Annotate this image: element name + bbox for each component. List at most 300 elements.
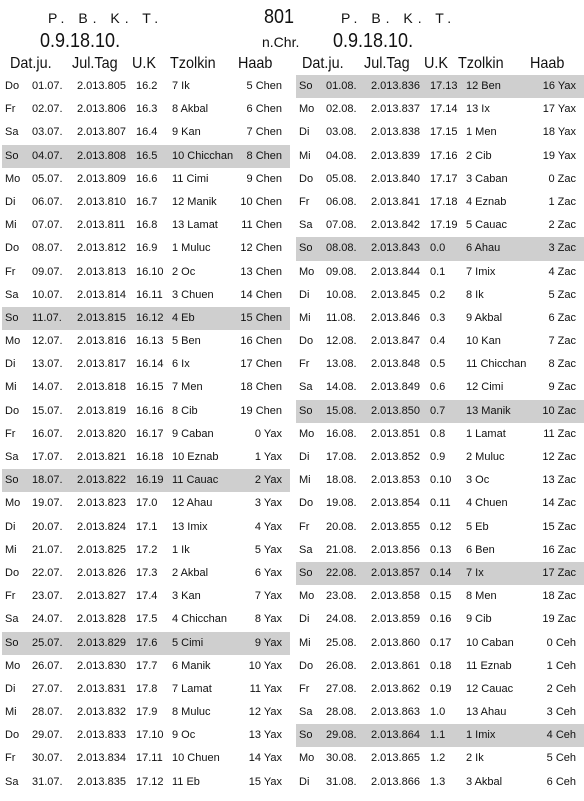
haab-cell: 2 Zac xyxy=(548,219,576,232)
weekday-cell: Do xyxy=(5,729,20,742)
julian-day-cell: 2.013.821 xyxy=(77,451,126,463)
uk-cell: 17.10 xyxy=(136,729,164,742)
julian-day-cell: 2.013.824 xyxy=(77,520,126,533)
haab-cell: 6 Zac xyxy=(548,311,576,324)
date-cell: 18.07. xyxy=(32,474,63,487)
date-cell: 31.08. xyxy=(326,775,357,788)
uk-cell: 0.16 xyxy=(430,613,452,626)
haab-cell: 7 Zac xyxy=(548,335,576,348)
uk-cell: 1.2 xyxy=(430,752,446,765)
tzolkin-cell: 8 Akbal xyxy=(172,103,209,116)
uk-cell: 16.7 xyxy=(136,195,158,208)
weekday-cell: Mi xyxy=(299,636,311,649)
table-row xyxy=(2,516,290,539)
tzolkin-cell: 9 Akbal xyxy=(466,311,503,324)
weekday-cell: Di xyxy=(5,682,16,695)
date-cell: 24.08. xyxy=(326,613,357,626)
uk-cell: 0.4 xyxy=(430,335,446,348)
weekday-cell: Fr xyxy=(5,103,16,116)
august-table xyxy=(296,75,584,794)
table-row xyxy=(2,701,290,724)
julian-day-cell: 2.013.818 xyxy=(77,381,126,394)
date-cell: 03.07. xyxy=(32,126,63,139)
date-cell: 03.08. xyxy=(326,126,357,139)
tzolkin-cell: 4 Eb xyxy=(172,311,195,324)
weekday-cell: So xyxy=(299,242,313,255)
table-row xyxy=(296,632,584,655)
date-cell: 30.07. xyxy=(32,752,63,765)
haab-cell: 16 Chen xyxy=(240,335,282,348)
weekday-cell: So xyxy=(299,80,313,92)
date-cell: 07.07. xyxy=(32,219,63,232)
uk-cell: 0.15 xyxy=(430,590,452,603)
table-row xyxy=(2,353,290,376)
haab-cell: 0 Yax xyxy=(254,427,282,440)
julian-day-cell: 2.013.845 xyxy=(371,288,420,301)
uk-cell: 16.12 xyxy=(136,311,164,324)
haab-cell: 10 Chen xyxy=(240,195,282,208)
tzolkin-cell: 13 Ix xyxy=(466,103,490,116)
weekday-cell: Di xyxy=(299,126,310,139)
table-row xyxy=(296,469,584,492)
date-cell: 04.08. xyxy=(326,149,357,162)
table-row xyxy=(296,214,584,237)
julian-day-cell: 2.013.834 xyxy=(77,752,126,765)
haab-cell: 16 Yax xyxy=(542,80,576,92)
table-row xyxy=(2,724,290,747)
weekday-cell: Di xyxy=(299,288,310,301)
col-date: Dat.ju. xyxy=(302,55,344,72)
table-row xyxy=(296,121,584,144)
weekday-cell: So xyxy=(5,636,19,649)
july-table xyxy=(2,75,290,794)
julian-day-cell: 2.013.865 xyxy=(371,752,420,765)
uk-cell: 0.6 xyxy=(430,381,446,394)
haab-cell: 17 Chen xyxy=(240,358,282,371)
table-row xyxy=(2,98,290,121)
table-row xyxy=(2,214,290,237)
col-haab: Haab xyxy=(238,55,273,72)
uk-cell: 0.3 xyxy=(430,311,446,324)
date-cell: 04.07. xyxy=(32,149,63,162)
uk-cell: 17.5 xyxy=(136,613,158,626)
date-cell: 25.07. xyxy=(32,636,63,649)
weekday-cell: Mo xyxy=(299,265,315,278)
table-row xyxy=(296,585,584,608)
uk-cell: 17.7 xyxy=(136,659,158,672)
julian-day-cell: 2.013.864 xyxy=(371,729,420,742)
tzolkin-cell: 12 Cauac xyxy=(466,682,514,695)
haab-cell: 18 Chen xyxy=(240,381,282,394)
uk-cell: 17.1 xyxy=(136,520,158,533)
haab-cell: 1 Yax xyxy=(254,451,282,463)
date-cell: 30.08. xyxy=(326,752,357,765)
table-row xyxy=(2,400,290,423)
haab-cell: 5 Chen xyxy=(246,80,282,92)
julian-day-cell: 2.013.833 xyxy=(77,729,126,742)
uk-cell: 17.17 xyxy=(430,172,458,185)
haab-cell: 6 Yax xyxy=(254,566,282,579)
table-row xyxy=(2,191,290,214)
julian-day-cell: 2.013.817 xyxy=(77,358,126,371)
table-row xyxy=(296,284,584,307)
julian-day-cell: 2.013.809 xyxy=(77,172,126,185)
date-cell: 18.08. xyxy=(326,474,357,487)
haab-cell: 12 Chen xyxy=(240,242,282,255)
weekday-cell: Mo xyxy=(299,103,315,116)
date-cell: 22.08. xyxy=(326,566,357,579)
haab-cell: 1 Zac xyxy=(548,195,576,208)
weekday-cell: Fr xyxy=(5,752,16,765)
weekday-cell: Sa xyxy=(5,288,19,301)
uk-cell: 0.12 xyxy=(430,520,452,533)
table-row xyxy=(296,539,584,562)
haab-cell: 12 Zac xyxy=(542,451,576,463)
haab-cell: 10 Zac xyxy=(542,404,576,417)
julian-day-cell: 2.013.828 xyxy=(77,613,126,626)
tzolkin-cell: 9 Caban xyxy=(172,427,214,440)
weekday-cell: Sa xyxy=(5,126,19,139)
date-cell: 25.08. xyxy=(326,636,357,649)
right-pbkt-label: P. B. K. T. xyxy=(341,10,457,26)
date-cell: 13.07. xyxy=(32,358,63,371)
table-row xyxy=(296,261,584,284)
tzolkin-cell: 1 Muluc xyxy=(172,242,211,255)
tzolkin-cell: 1 Ik xyxy=(172,543,190,556)
julian-day-cell: 2.013.862 xyxy=(371,682,420,695)
uk-cell: 16.11 xyxy=(136,288,163,301)
table-row xyxy=(2,168,290,191)
julian-day-cell: 2.013.831 xyxy=(77,682,126,695)
julian-day-cell: 2.013.866 xyxy=(371,775,420,788)
col-uk: U.K xyxy=(424,55,449,72)
uk-cell: 0.19 xyxy=(430,682,452,695)
uk-cell: 0.18 xyxy=(430,659,452,672)
uk-cell: 17.15 xyxy=(430,126,458,139)
weekday-cell: Sa xyxy=(299,381,313,394)
julian-day-cell: 2.013.849 xyxy=(371,381,420,394)
haab-cell: 15 Yax xyxy=(248,775,282,788)
weekday-cell: Sa xyxy=(5,613,19,626)
year-label: 801 xyxy=(264,6,295,28)
date-cell: 06.08. xyxy=(326,195,357,208)
weekday-cell: Mo xyxy=(5,335,21,348)
left-column-headers xyxy=(0,54,292,74)
tzolkin-cell: 8 Men xyxy=(466,590,497,603)
table-row xyxy=(296,145,584,168)
tzolkin-cell: 13 Imix xyxy=(172,520,208,533)
tzolkin-cell: 10 Kan xyxy=(466,335,501,348)
table-row xyxy=(296,191,584,214)
weekday-cell: So xyxy=(5,474,19,487)
date-cell: 12.07. xyxy=(32,335,63,348)
tzolkin-cell: 6 Ben xyxy=(466,543,495,556)
julian-day-cell: 2.013.832 xyxy=(77,706,126,719)
haab-cell: 0 Zac xyxy=(548,172,576,185)
table-row xyxy=(296,376,584,399)
table-row xyxy=(296,237,584,260)
julian-day-cell: 2.013.835 xyxy=(77,775,126,788)
table-row xyxy=(296,562,584,585)
uk-cell: 0.11 xyxy=(430,497,451,510)
uk-cell: 16.18 xyxy=(136,451,164,463)
uk-cell: 17.8 xyxy=(136,682,158,695)
tzolkin-cell: 13 Manik xyxy=(466,404,511,417)
julian-day-cell: 2.013.813 xyxy=(77,265,126,278)
haab-cell: 5 Zac xyxy=(548,288,576,301)
tzolkin-cell: 1 Imix xyxy=(466,729,496,742)
weekday-cell: Do xyxy=(5,404,20,417)
julian-day-cell: 2.013.808 xyxy=(77,149,126,162)
julian-day-cell: 2.013.846 xyxy=(371,311,420,324)
table-row xyxy=(296,655,584,678)
haab-cell: 2 Ceh xyxy=(546,682,576,695)
weekday-cell: Fr xyxy=(5,427,16,440)
haab-cell: 18 Yax xyxy=(542,126,576,139)
haab-cell: 14 Zac xyxy=(542,497,576,510)
date-cell: 24.07. xyxy=(32,613,63,626)
julian-day-cell: 2.013.842 xyxy=(371,219,420,232)
table-row xyxy=(296,747,584,770)
date-cell: 06.07. xyxy=(32,195,63,208)
julian-day-cell: 2.013.838 xyxy=(371,126,420,139)
table-row xyxy=(296,446,584,469)
date-cell: 26.08. xyxy=(326,659,357,672)
tzolkin-cell: 7 Imix xyxy=(466,265,496,278)
julian-day-cell: 2.013.820 xyxy=(77,427,126,440)
weekday-cell: Fr xyxy=(299,195,310,208)
haab-cell: 7 Yax xyxy=(254,590,282,603)
weekday-cell: Mi xyxy=(5,381,17,394)
julian-day-cell: 2.013.816 xyxy=(77,335,126,348)
weekday-cell: Sa xyxy=(299,706,313,719)
tzolkin-cell: 4 Chuen xyxy=(466,497,508,510)
julian-day-cell: 2.013.858 xyxy=(371,590,420,603)
julian-day-cell: 2.013.841 xyxy=(371,195,420,208)
weekday-cell: Do xyxy=(299,659,314,672)
uk-cell: 16.10 xyxy=(136,265,164,278)
weekday-cell: Do xyxy=(299,497,314,510)
julian-day-cell: 2.013.819 xyxy=(77,404,126,417)
date-cell: 09.07. xyxy=(32,265,63,278)
tzolkin-cell: 2 Ik xyxy=(466,752,484,765)
col-haab: Haab xyxy=(530,55,565,72)
tzolkin-cell: 8 Muluc xyxy=(172,706,211,719)
tzolkin-cell: 9 Oc xyxy=(172,729,196,742)
uk-cell: 16.13 xyxy=(136,335,164,348)
tzolkin-cell: 7 Ix xyxy=(466,566,484,579)
tzolkin-cell: 3 Chuen xyxy=(172,288,214,301)
date-cell: 19.08. xyxy=(326,497,357,510)
date-cell: 08.07. xyxy=(32,242,63,255)
haab-cell: 0 Ceh xyxy=(546,636,576,649)
julian-day-cell: 2.013.857 xyxy=(371,566,420,579)
date-cell: 11.08. xyxy=(326,311,356,324)
uk-cell: 17.2 xyxy=(136,543,158,556)
julian-day-cell: 2.013.812 xyxy=(77,242,126,255)
uk-cell: 17.12 xyxy=(136,775,164,788)
haab-cell: 7 Chen xyxy=(246,126,282,139)
tzolkin-cell: 3 Oc xyxy=(466,474,490,487)
date-cell: 01.08. xyxy=(326,80,357,92)
uk-cell: 0.13 xyxy=(430,543,452,556)
haab-cell: 2 Yax xyxy=(254,474,282,487)
tzolkin-cell: 10 Eznab xyxy=(172,451,219,463)
weekday-cell: Di xyxy=(5,358,16,371)
uk-cell: 0.2 xyxy=(430,288,446,301)
tzolkin-cell: 9 Kan xyxy=(172,126,201,139)
table-row xyxy=(2,562,290,585)
date-cell: 27.07. xyxy=(32,682,63,695)
haab-cell: 13 Yax xyxy=(248,729,282,742)
julian-day-cell: 2.013.856 xyxy=(371,543,420,556)
uk-cell: 16.15 xyxy=(136,381,164,394)
tzolkin-cell: 5 Ben xyxy=(172,335,201,348)
uk-cell: 0.7 xyxy=(430,404,446,417)
uk-cell: 0.14 xyxy=(430,566,452,579)
date-cell: 10.08. xyxy=(326,288,357,301)
date-cell: 29.07. xyxy=(32,729,63,742)
julian-day-cell: 2.013.859 xyxy=(371,613,420,626)
date-cell: 05.08. xyxy=(326,172,357,185)
weekday-cell: Do xyxy=(299,172,314,185)
julian-day-cell: 2.013.827 xyxy=(77,590,126,603)
table-row xyxy=(296,724,584,747)
julian-day-cell: 2.013.852 xyxy=(371,451,420,463)
date-cell: 14.08. xyxy=(326,381,357,394)
weekday-cell: So xyxy=(299,404,313,417)
haab-cell: 15 Zac xyxy=(542,520,576,533)
julian-day-cell: 2.013.807 xyxy=(77,126,126,139)
weekday-cell: Do xyxy=(5,242,20,255)
table-row xyxy=(2,121,290,144)
date-cell: 15.07. xyxy=(32,404,63,417)
left-long-count: 0.9.18.10. xyxy=(40,30,121,52)
weekday-cell: Di xyxy=(5,195,16,208)
tzolkin-cell: 13 Ahau xyxy=(466,706,507,719)
haab-cell: 3 Zac xyxy=(548,242,576,255)
julian-day-cell: 2.013.806 xyxy=(77,103,126,116)
date-cell: 27.08. xyxy=(326,682,357,695)
table-row xyxy=(2,608,290,631)
tzolkin-cell: 6 Manik xyxy=(172,659,211,672)
weekday-cell: Sa xyxy=(299,219,313,232)
haab-cell: 11 Zac xyxy=(543,427,576,440)
weekday-cell: Fr xyxy=(299,682,310,695)
tzolkin-cell: 7 Men xyxy=(172,381,203,394)
date-cell: 09.08. xyxy=(326,265,357,278)
left-pbkt-label: P. B. K. T. xyxy=(48,10,164,26)
haab-cell: 6 Ceh xyxy=(546,775,576,788)
julian-day-cell: 2.013.837 xyxy=(371,103,420,116)
date-cell: 01.07. xyxy=(32,80,63,92)
julian-day-cell: 2.013.825 xyxy=(77,543,126,556)
julian-day-cell: 2.013.805 xyxy=(77,80,126,92)
date-cell: 17.07. xyxy=(32,451,63,463)
uk-cell: 0.0 xyxy=(430,242,446,255)
tzolkin-cell: 13 Lamat xyxy=(172,219,218,232)
table-row xyxy=(296,423,584,446)
date-cell: 02.07. xyxy=(32,103,63,116)
col-date: Dat.ju. xyxy=(10,55,52,72)
tzolkin-cell: 10 Caban xyxy=(466,636,514,649)
haab-cell: 4 Yax xyxy=(254,520,282,533)
tzolkin-cell: 2 Akbal xyxy=(172,566,209,579)
table-row xyxy=(2,261,290,284)
tzolkin-cell: 11 Chicchan xyxy=(466,358,527,371)
julian-day-cell: 2.013.854 xyxy=(371,497,420,510)
haab-cell: 8 Yax xyxy=(254,613,282,626)
tzolkin-cell: 8 Ik xyxy=(466,288,484,301)
julian-day-cell: 2.013.814 xyxy=(77,288,126,301)
table-row xyxy=(296,492,584,515)
julian-day-cell: 2.013.863 xyxy=(371,706,420,719)
tzolkin-cell: 12 Cimi xyxy=(466,381,504,394)
table-row xyxy=(296,701,584,724)
table-row xyxy=(2,145,290,168)
tzolkin-cell: 2 Muluc xyxy=(466,451,505,463)
haab-cell: 12 Yax xyxy=(248,706,282,719)
uk-cell: 0.8 xyxy=(430,427,446,440)
tzolkin-cell: 2 Oc xyxy=(172,265,196,278)
date-cell: 15.08. xyxy=(326,404,357,417)
table-row xyxy=(2,237,290,260)
uk-cell: 17.14 xyxy=(430,103,458,116)
date-cell: 14.07. xyxy=(32,381,63,394)
tzolkin-cell: 11 Eb xyxy=(172,775,200,788)
right-long-count: 0.9.18.10. xyxy=(333,30,414,52)
date-cell: 20.08. xyxy=(326,520,357,533)
weekday-cell: Mo xyxy=(5,172,21,185)
table-row xyxy=(2,747,290,770)
weekday-cell: Fr xyxy=(5,590,16,603)
haab-cell: 9 Yax xyxy=(254,636,282,649)
table-row xyxy=(2,771,290,794)
table-row xyxy=(296,98,584,121)
table-row xyxy=(2,284,290,307)
table-row xyxy=(296,678,584,701)
col-tzolkin: Tzolkin xyxy=(458,55,504,72)
julian-day-cell: 2.013.844 xyxy=(371,265,420,278)
date-cell: 11.07. xyxy=(32,311,62,324)
haab-cell: 5 Ceh xyxy=(546,752,576,765)
tzolkin-cell: 7 Lamat xyxy=(172,682,212,695)
table-row xyxy=(296,516,584,539)
haab-cell: 8 Zac xyxy=(548,358,576,371)
date-cell: 05.07. xyxy=(32,172,63,185)
julian-day-cell: 2.013.836 xyxy=(371,80,420,92)
tzolkin-cell: 3 Kan xyxy=(172,590,201,603)
tzolkin-cell: 5 Cimi xyxy=(172,636,204,649)
tzolkin-cell: 6 Ahau xyxy=(466,242,501,255)
haab-cell: 4 Ceh xyxy=(546,729,576,742)
uk-cell: 17.11 xyxy=(136,752,163,765)
date-cell: 23.08. xyxy=(326,590,357,603)
col-jul-tag: Jul.Tag xyxy=(364,55,410,72)
tzolkin-cell: 6 Ix xyxy=(172,358,190,371)
weekday-cell: Mi xyxy=(5,219,17,232)
tzolkin-cell: 7 Ik xyxy=(172,80,190,92)
date-cell: 16.07. xyxy=(32,427,63,440)
julian-day-cell: 2.013.830 xyxy=(77,659,126,672)
haab-cell: 11 Yax xyxy=(249,682,282,695)
julian-day-cell: 2.013.848 xyxy=(371,358,420,371)
table-row xyxy=(296,400,584,423)
julian-day-cell: 2.013.839 xyxy=(371,149,420,162)
table-row xyxy=(2,423,290,446)
haab-cell: 3 Yax xyxy=(254,497,282,510)
date-cell: 22.07. xyxy=(32,566,63,579)
